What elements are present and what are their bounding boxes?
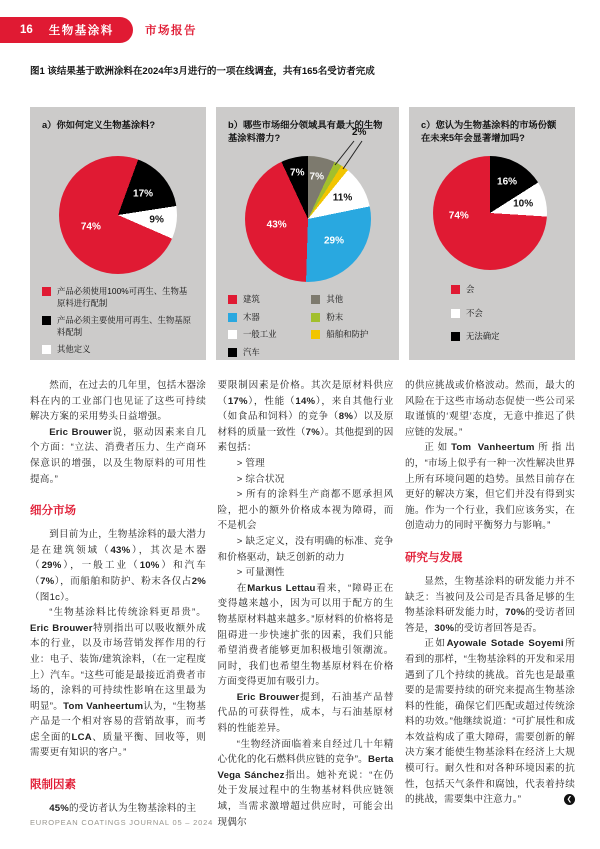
- legend: [451, 284, 563, 343]
- bold-text-run: 17%: [227, 395, 248, 407]
- chart-title: b）哪些市场细分领域具有最大的生物基涂料潜力?: [228, 120, 383, 143]
- pie-slice-label: 11%: [332, 192, 353, 204]
- text-run: 正如: [424, 442, 452, 454]
- text-run: 的受访者认为生物基涂料的主: [69, 803, 197, 815]
- pie-slice-label: 17%: [133, 188, 154, 200]
- bold-text-run: 70%: [505, 607, 525, 619]
- legend-item: [42, 286, 194, 309]
- text-run: 、质量平衡、回收等，则需要更有知识的客户。”: [30, 731, 206, 759]
- legend-item: [311, 329, 387, 341]
- legend-swatch-icon: [311, 295, 320, 304]
- bold-text-run: Berta Vega Sánchez: [217, 754, 394, 781]
- paragraph: [218, 737, 394, 831]
- legend-label: 木器: [243, 311, 260, 322]
- text-run: 显然，生物基涂料的研发能力并不缺乏：当被问及公司是否具备足够的生物基涂料研发能力时，: [405, 575, 575, 619]
- paragraph: [218, 456, 394, 472]
- bold-text-run: 43%: [110, 544, 131, 556]
- text-run: 的受访者回答是否。: [454, 622, 543, 634]
- text-run: “生物经济面临着来自经过几十年精心优化的化石燃料供应链的竞争”。: [217, 738, 394, 766]
- legend-label: 产品必须主要使用可再生、生物基原料配制: [57, 315, 191, 337]
- legend-label: 其他: [326, 294, 344, 304]
- bold-text-run: Markus Lettau: [247, 582, 316, 594]
- legend-swatch-icon: [228, 348, 237, 357]
- paragraph: [405, 440, 575, 534]
- pie-slice-label: 74%: [448, 210, 469, 222]
- legend-swatch-icon: [311, 313, 320, 322]
- paragraph: [30, 527, 206, 605]
- legend: [42, 286, 194, 356]
- paragraph: [405, 636, 575, 808]
- legend-swatch-icon: [42, 287, 51, 296]
- paragraph: [218, 378, 394, 456]
- legend: [228, 294, 387, 364]
- pie: [245, 156, 371, 282]
- bold-text-run: 7%: [305, 426, 320, 438]
- bold-text-run: Eric Brouwer: [236, 691, 300, 703]
- legend-label: 其他定义: [57, 344, 91, 354]
- text-run: 然而，在过去的几年里，包括木器涂料在内的工业部门也见证了这些可持续解决方案的采用势头日益增强。: [30, 380, 206, 423]
- pie-slice-label: 7%: [309, 171, 324, 183]
- text-run: 的受访者回答是，: [405, 607, 575, 634]
- bold-text-run: 30%: [434, 622, 455, 634]
- paragraph: [218, 690, 394, 737]
- chart-title: c）您认为生物基涂料的市场份额在未来5年会显著增加吗?: [421, 120, 557, 143]
- text-run: > 可量测性: [236, 567, 285, 579]
- legend-label: 一般工业: [243, 329, 277, 339]
- bold-text-run: 45%: [49, 803, 69, 815]
- pie-slice-label: 16%: [497, 176, 518, 188]
- paragraph: [218, 565, 394, 581]
- text-run: 所看到的那样，“生物基涂料的开发和采用遇到了几个持续的挑战。首先也是最重要的是需要持续的研究来提高生物基涂料的性能，确保它们匹配或超过传统涂料的功效。”他继续说道：“可扩展性和成本效益构成了重大障碍，需要创新的解决方案才能使生物基涂料在经济上大规模可行。耐久性和对各种环境因素的抗性，包括天气条件和腐蚀，代表着持续的挑战，需要集中注意力。”: [405, 638, 575, 806]
- legend-item: [228, 294, 307, 306]
- legend-label: 粉末: [326, 311, 344, 322]
- text-run: ），性能（: [247, 395, 296, 407]
- bold-text-run: Eric Brouwer: [49, 426, 112, 438]
- text-run: ）以及原材料的质量一致性（: [217, 411, 394, 438]
- bold-text-run: Tom Vanheertum: [451, 442, 535, 454]
- text-run: 的供应挑战或价格波动。然而，最大的风险在于这些市场动态促使一些公司采取谨慎的‘观望’态度，无意中推迟了供应链的发展。”: [405, 380, 575, 438]
- bold-text-run: 10%: [139, 560, 160, 572]
- text-run: 正如: [424, 638, 447, 650]
- bold-text-run: Ayowale Sotade Soyemi: [446, 638, 564, 650]
- pie-slice-label: 10%: [513, 198, 534, 210]
- text-run: 到目前为止，生物基涂料的最大潜力是在建筑领域（: [30, 529, 206, 556]
- legend-label: 不会: [466, 307, 483, 318]
- legend-item: [451, 308, 563, 320]
- page-number: 16: [20, 24, 33, 36]
- legend-item: [311, 294, 387, 306]
- legend-item: [451, 331, 563, 343]
- chart-panel-c: [409, 107, 575, 360]
- paragraph: [30, 605, 206, 761]
- text-run: 提到，石油基产品替代品的可获得性，成本，与石油基原材料的性能差异。: [217, 691, 394, 735]
- text-run: ），而船舶和防护、粉末各仅占: [54, 575, 192, 587]
- text-run: 特别指出可以吸收额外成本的行业，以及市场营销发挥作用的行业：电子、装饰/建筑涂料，（在一定程度上）汽车。“这些可能是最接近消费者市场的，涂料的可持续性影响在这里最为明显”。: [30, 622, 206, 712]
- text-run: 看来，“障碍正在变得越来越小，因为可以用于配方的生物基原材料越来越多。”原材料的价格将是阻碍进一步快速扩张的因素，我们只能希望消费者能够更加积极地引领潮流。同时，我们也希望生物基原材料在价格方面变得更加有吸引力。: [217, 582, 394, 688]
- legend-swatch-icon: [42, 316, 51, 325]
- paragraph: [405, 574, 575, 636]
- text-run: 指出。她补充说：“在仍处于发展过程中的生物基材料供应链领域，当需求激增超过供应时，可能会出现偶尔: [217, 769, 394, 828]
- bold-text-run: 7%: [40, 575, 55, 587]
- bold-text-run: 8%: [338, 411, 354, 423]
- header-tab: [0, 17, 133, 43]
- bold-text-run: Eric Brouwer: [30, 622, 93, 634]
- legend-swatch-icon: [228, 313, 237, 322]
- text-run: > 管理: [236, 457, 265, 469]
- article-column-3: [405, 378, 575, 830]
- legend-item: [228, 347, 307, 359]
- paragraph: [30, 801, 206, 817]
- legend-item: [42, 315, 194, 338]
- text-run: ）和汽车（: [30, 560, 206, 587]
- legend-label: 建筑: [243, 294, 260, 304]
- legend-label: 产品必须使用100%可再生、生物基原料进行配制: [57, 286, 188, 308]
- text-run: 所指出的，“市场上似乎有一种一次性解决世界上所有环境问题的趋势。虽然目前存在更好的解决方案，但它们并没有得到实施。作为一个行业，我们应该务实，在创造动力的同时平衡努力与影响。”: [405, 442, 575, 532]
- article-column-1: [30, 378, 206, 830]
- paragraph: [218, 487, 394, 534]
- chart-title: a）你如何定义生物基涂料?: [42, 120, 156, 130]
- legend-swatch-icon: [228, 295, 237, 304]
- paragraph: [218, 472, 394, 488]
- pie-slice-label: 43%: [266, 219, 287, 231]
- pie-slice-label: 7%: [290, 167, 305, 179]
- text-run: > 缺乏定义，没有明确的标准、竞争和价格驱动，缺乏创新的动力: [217, 535, 394, 563]
- paragraph: [30, 425, 206, 487]
- figure-caption: 图1 该结果基于欧洲涂料在2024年3月进行的一项在线调查，共有165名受访者完成: [30, 66, 375, 77]
- paragraph: [218, 581, 394, 690]
- callout-label: 2%: [352, 127, 367, 138]
- legend-swatch-icon: [451, 309, 460, 318]
- bold-text-run: LCA: [71, 731, 92, 743]
- pie: [59, 156, 177, 274]
- legend-label: 无法确定: [466, 331, 500, 341]
- legend-swatch-icon: [451, 285, 460, 294]
- text-run: 在: [236, 582, 248, 594]
- legend-swatch-icon: [311, 330, 320, 339]
- text-run: ）。其他提到的因素包括：: [217, 426, 394, 454]
- legend-item: [311, 312, 387, 324]
- section-title: 生物基涂料: [48, 25, 114, 37]
- pie: [433, 156, 547, 270]
- section-heading: 研究与发展: [405, 551, 463, 564]
- section-heading: 细分市场: [30, 505, 76, 518]
- end-of-article-icon: ❮: [564, 794, 575, 805]
- charts-row: [30, 107, 575, 360]
- text-run: 要限制因素是价格。其次是原材料供应（: [217, 380, 394, 407]
- text-run: ），一般工业（: [61, 560, 140, 572]
- legend-item: [228, 312, 307, 324]
- legend-label: 船舶和防护: [326, 329, 369, 339]
- journal-footer: EUROPEAN COATINGS JOURNAL 05 – 2024: [30, 818, 214, 827]
- legend-item: [451, 284, 563, 296]
- text-run: （图1c）。: [30, 591, 75, 603]
- bold-text-run: Tom Vanheertum: [63, 700, 144, 712]
- legend-swatch-icon: [228, 330, 237, 339]
- pie-slice-label: 74%: [80, 221, 101, 233]
- text-run: “生物基涂料比传统涂料更昂贵”。: [49, 607, 206, 619]
- article-body: [30, 378, 575, 830]
- legend-label: 汽车: [243, 346, 260, 357]
- bold-text-run: 14%: [295, 395, 316, 407]
- paragraph: [405, 378, 575, 440]
- legend-item: [42, 344, 194, 356]
- legend-label: 会: [466, 284, 475, 294]
- paragraph: [30, 378, 206, 425]
- text-run: 认为，“生物基产品是一个相对容易的营销故事，而考虑全面的: [30, 700, 206, 743]
- text-run: ），来自其他行业（如食品和饲料）的竞争（: [217, 395, 394, 423]
- text-run: 说，驱动因素来自几个方面：“立法、消费者压力、生产商环保意识的增强，以及生物原料的可用性提高。”: [30, 426, 206, 485]
- text-run: ），其次是木器（: [30, 544, 206, 572]
- chart-panel-a: [30, 107, 206, 360]
- chart-panel-b: [216, 107, 399, 360]
- report-type-label: 市场报告: [145, 25, 197, 37]
- legend-item: [228, 329, 307, 341]
- bold-text-run: 2%: [191, 575, 207, 587]
- bold-text-run: 29%: [41, 560, 62, 572]
- legend-swatch-icon: [42, 345, 51, 354]
- text-run: > 综合状况: [236, 473, 285, 485]
- text-run: > 所有的涂料生产商都不愿承担风险，把小的额外价格成本视为障碍，而不是机会: [217, 489, 394, 532]
- article-column-2: [218, 378, 394, 830]
- section-heading: 限制因素: [30, 779, 76, 792]
- pie-slice-label: 29%: [323, 235, 345, 247]
- pie-slice-label: 9%: [149, 214, 164, 226]
- legend-swatch-icon: [451, 332, 460, 341]
- paragraph: [218, 534, 394, 565]
